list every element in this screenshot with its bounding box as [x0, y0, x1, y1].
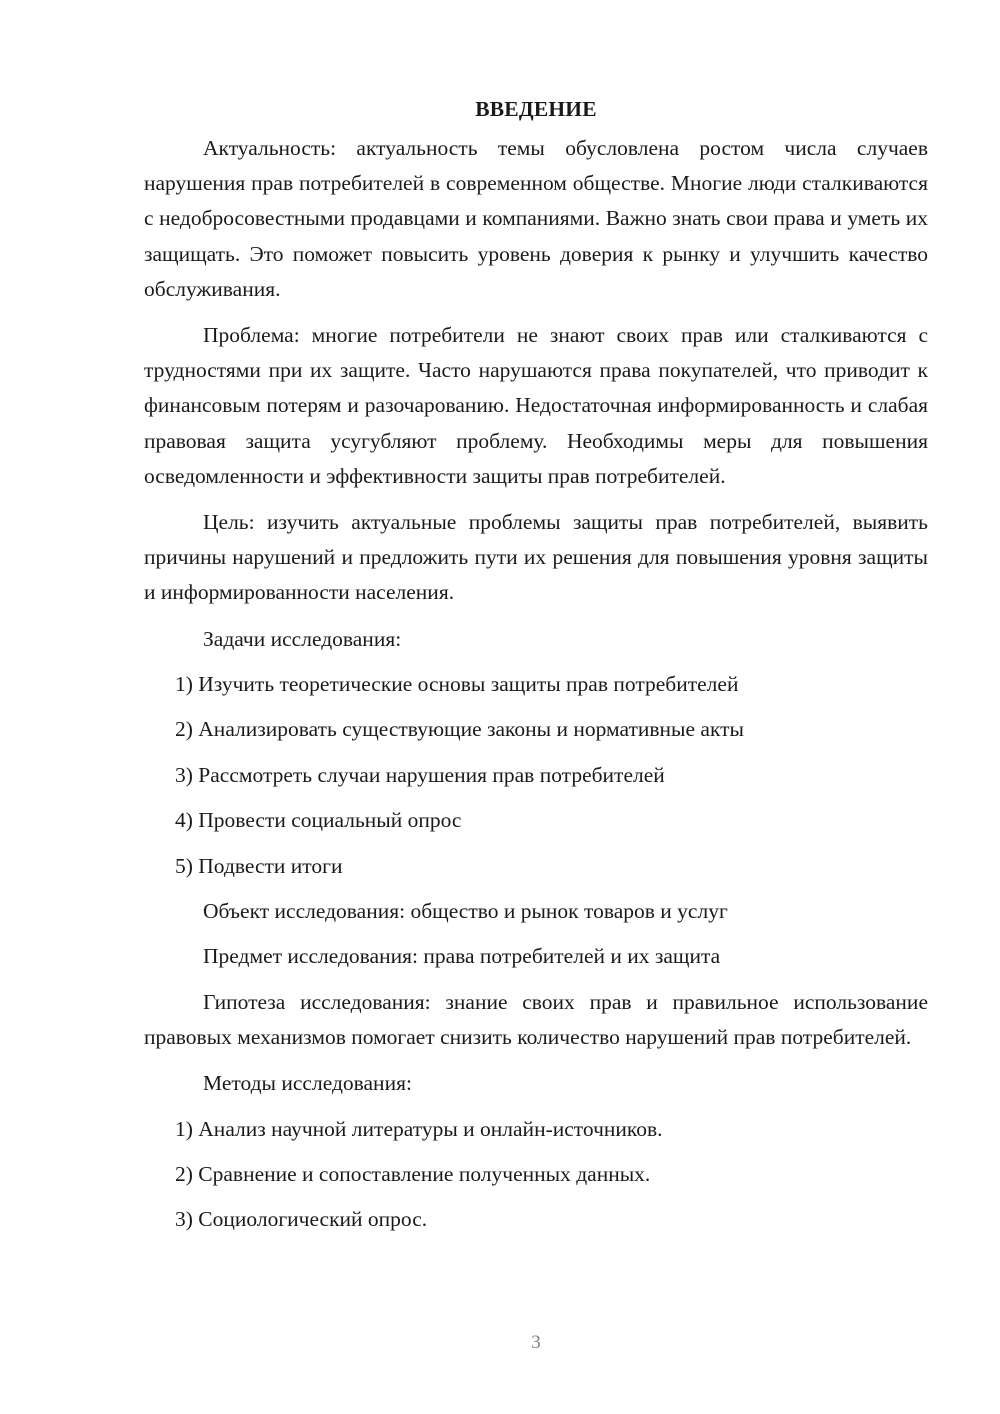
methods-heading: Методы исследования: — [203, 1071, 412, 1096]
section-title: ВВЕДЕНИЕ — [475, 97, 597, 121]
page-number: 3 — [531, 1332, 541, 1353]
task-item: 2) Анализировать существующие законы и нормативные акты — [175, 717, 744, 742]
method-item: 3) Социологический опрос. — [175, 1207, 428, 1232]
problem-paragraph: Проблема: многие потребители не знают своих прав или сталкиваются с трудностями при их защите. Часто нарушаются права покупателей, что приводит к финансовым потерям и разочарованию. Недостаточная информированность и слабая правовая защита усугубляют проблему. Необходимы меры для повышения осведомленности и эффективности защиты прав потребителей. — [144, 323, 928, 488]
object-line: Объект исследования: общество и рынок товаров и услуг — [203, 898, 728, 923]
hypothesis-paragraph: Гипотеза исследования: знание своих прав и правильное использование правовых механизмов помогает снизить количество нарушений прав потребителей. — [144, 989, 928, 1049]
method-item: 1) Анализ научной литературы и онлайн-источников. — [175, 1116, 663, 1141]
tasks-heading: Задачи исследования: — [203, 626, 402, 651]
method-item: 2) Сравнение и сопоставление полученных данных. — [175, 1161, 651, 1186]
relevance-paragraph: Актуальность: актуальность темы обусловлена ростом числа случаев нарушения прав потребителей в современном обществе. Многие люди сталкиваются с недобросовестными продавцами и компаниями. Важно знать свои права и уметь их защищать. Это поможет повысить уровень доверия к рынку и улучшить качество обслуживания. — [144, 136, 928, 301]
subject-line: Предмет исследования: права потребителей и их защита — [203, 944, 721, 969]
task-item: 4) Провести социальный опрос — [175, 808, 462, 833]
task-item: 3) Рассмотреть случаи нарушения прав потребителей — [175, 762, 665, 787]
task-item: 5) Подвести итоги — [175, 853, 343, 878]
goal-paragraph: Цель: изучить актуальные проблемы защиты прав потребителей, выявить причины нарушений и предложить пути их решения для повышения уровня защиты и информированности населения. — [144, 510, 928, 605]
task-item: 1) Изучить теоретические основы защиты прав потребителей — [175, 672, 739, 697]
document-page — [144, 92, 928, 1238]
